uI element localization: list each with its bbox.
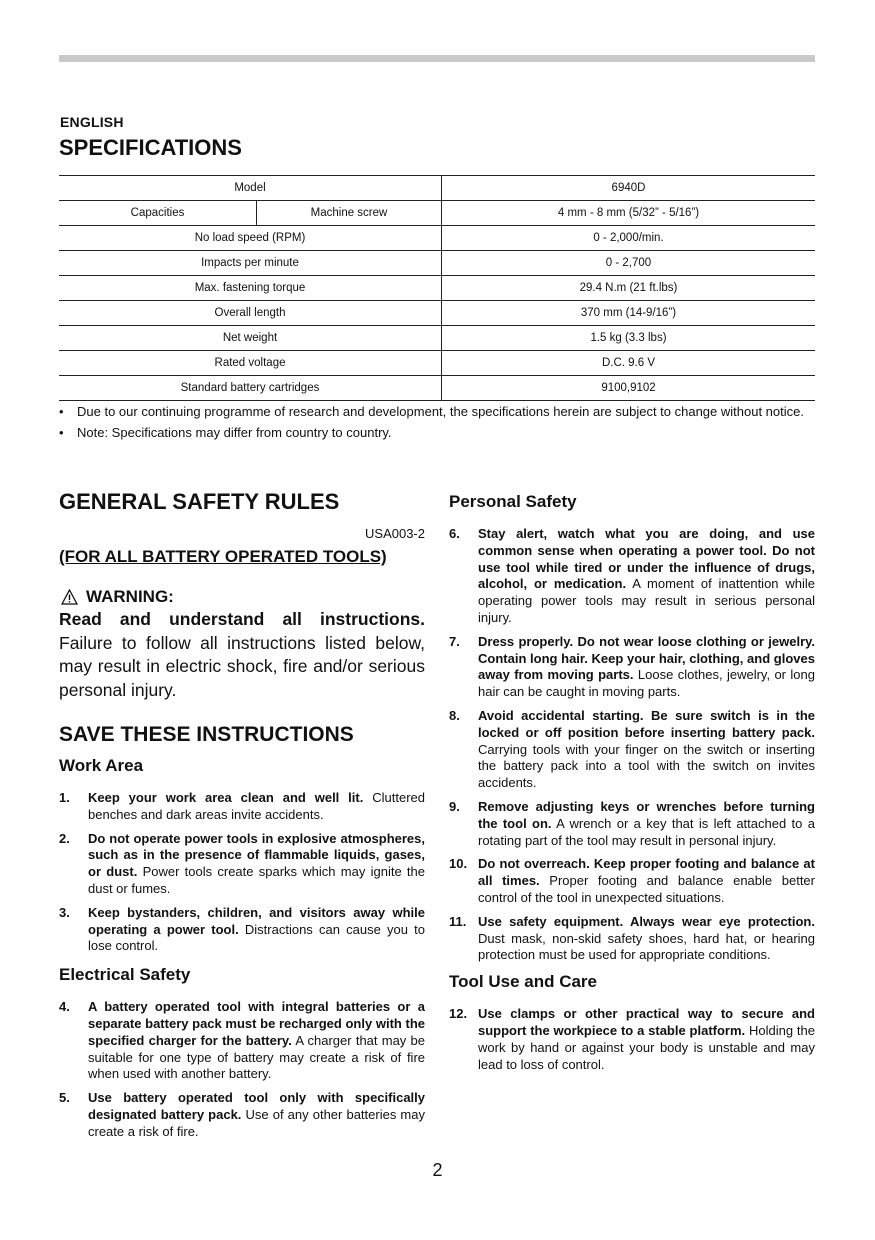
page-number: 2	[432, 1160, 443, 1180]
list-item	[449, 799, 815, 849]
rule-bold: Keep bystanders, children, and visitors away while operating a power tool.	[88, 904, 425, 937]
spec-value: 29.4 N.m (21 ft.lbs)	[442, 276, 816, 301]
rule-text: Power tools create sparks which may ignite the dust or fumes.	[88, 864, 425, 896]
table-row	[59, 301, 815, 326]
rule-number: 8.	[449, 707, 460, 723]
rule-number: 1.	[59, 790, 70, 805]
rule-bold: Dress properly. Do not wear loose clothing or jewelry. Contain long hair. Keep your hair, clothing, and gloves away from moving parts.	[478, 633, 815, 683]
bullet-icon: •	[59, 425, 64, 440]
rule-bold: Remove adjusting keys or wrenches before turning the tool on.	[478, 798, 815, 831]
list-item	[449, 708, 815, 792]
table-row	[59, 326, 815, 351]
list-item	[59, 905, 425, 955]
language-label: ENGLISH	[60, 114, 124, 130]
spec-value: 4 mm - 8 mm (5/32” - 5/16”)	[442, 201, 816, 226]
rule-number: 7.	[449, 633, 460, 649]
table-row	[59, 251, 815, 276]
warning-icon	[61, 589, 78, 605]
list-item	[59, 424, 815, 441]
warning-intro	[59, 608, 425, 702]
safety-rules-title: GENERAL SAFETY RULES	[59, 489, 340, 514]
section-electrical-safety: Electrical Safety	[59, 965, 191, 985]
rule-text: Loose clothes, jewelry, or long hair can be caught in moving parts.	[478, 667, 815, 700]
table-row	[59, 201, 815, 226]
rule-text: A charger that may be suitable for one type of battery may create a risk of fire when used with another battery.	[88, 1032, 425, 1082]
right-column	[449, 491, 815, 1080]
section-personal-safety: Personal Safety	[449, 492, 577, 511]
rule-bold: Use clamps or other practical way to secure and support the workpiece to a stable platform.	[478, 1006, 815, 1038]
rule-number: 3.	[59, 904, 70, 920]
list-item	[59, 999, 425, 1083]
note-text: Note: Specifications may differ from country to country.	[77, 425, 392, 440]
note-text: Due to our continuing programme of research and development, the specifications herein are subject to change without notice.	[77, 404, 804, 419]
spec-label: Model	[59, 176, 442, 201]
spec-sublabel: Machine screw	[257, 201, 442, 226]
spec-label: Capacities	[59, 201, 257, 226]
spec-value: 9100,9102	[442, 376, 816, 401]
rule-number: 2.	[59, 830, 70, 846]
rule-text: Cluttered benches and dark areas invite accidents.	[88, 790, 425, 822]
rule-bold: Stay alert, watch what you are doing, and use common sense when operating a power tool. Do not use tool while tired or under the influence of drugs, alcohol, or medication.	[478, 526, 815, 592]
rule-bold: Do not overreach. Keep proper footing and balance at all times.	[478, 856, 815, 889]
list-item	[449, 914, 815, 964]
spec-notes	[59, 403, 815, 445]
rule-text: Use of any other batteries may create a risk of fire.	[88, 1106, 425, 1139]
table-row	[59, 276, 815, 301]
table-row	[59, 226, 815, 251]
intro-bold: Read and understand all instructions.	[59, 609, 425, 629]
bullet-icon: •	[59, 404, 64, 419]
rule-number: 4.	[59, 999, 70, 1015]
rule-bold: Do not operate power tools in explosive atmospheres, such as in the presence of flammable liquids, gases, or dust.	[88, 830, 425, 880]
rule-text: A wrench or a key that is left attached to a rotating part of the tool may result in personal injury.	[478, 815, 815, 848]
list-item	[449, 856, 815, 906]
rule-text: Proper footing and balance enable better control of the tool in unexpected situations.	[478, 873, 815, 905]
rule-text: Distractions can cause you to lose control.	[88, 921, 425, 954]
specifications-table	[59, 175, 815, 401]
rule-number: 6.	[449, 526, 460, 541]
warning-heading	[59, 586, 425, 608]
rule-bold: Avoid accidental starting. Be sure switch is in the locked or off position before inserting battery pack.	[478, 707, 815, 740]
document-code: USA003-2	[365, 526, 425, 541]
intro-text: Failure to follow all instructions listed below, may result in electric shock, fire and/or serious personal injury.	[59, 632, 425, 700]
rule-number: 5.	[59, 1090, 70, 1106]
list-item	[59, 403, 815, 420]
left-column	[59, 487, 425, 1148]
safety-subtitle: (FOR ALL BATTERY OPERATED TOOLS)	[59, 547, 387, 566]
spec-label: No load speed (RPM)	[59, 226, 442, 251]
spec-value: D.C. 9.6 V	[442, 351, 816, 376]
rule-number: 11.	[449, 913, 467, 929]
section-work-area: Work Area	[59, 756, 144, 775]
table-row	[59, 351, 815, 376]
rule-text: A moment of inattention while operating power tools may result in serious personal injury.	[478, 576, 816, 625]
list-item	[59, 831, 425, 898]
rule-number: 10.	[449, 856, 468, 872]
list-item	[449, 634, 815, 701]
table-row	[59, 376, 815, 401]
spec-label: Overall length	[59, 301, 442, 326]
rule-text: Dust mask, non-skid safety shoes, hard hat, or hearing protection must be used for appropriate conditions.	[478, 930, 815, 963]
specifications-title: SPECIFICATIONS	[59, 135, 242, 160]
section-tool-use: Tool Use and Care	[449, 972, 597, 992]
rule-number: 9.	[449, 798, 460, 814]
rule-number: 12.	[449, 1006, 468, 1022]
table-row	[59, 176, 815, 201]
spec-label: Net weight	[59, 326, 442, 351]
spec-label: Rated voltage	[59, 351, 442, 376]
spec-value: 0 - 2,700	[442, 251, 816, 276]
spec-value: 1.5 kg (3.3 lbs)	[442, 326, 816, 351]
spec-label: Impacts per minute	[59, 251, 442, 276]
rule-text: Holding the work by hand or against your body is unstable and may lead to loss of control.	[478, 1022, 815, 1072]
rule-bold: A battery operated tool with integral batteries or a separate battery pack must be recharged only with the specified charger for the battery.	[88, 999, 425, 1048]
list-item	[449, 1006, 815, 1073]
list-item	[449, 526, 815, 627]
spec-value: 6940D	[442, 176, 816, 201]
rule-text: Carrying tools with your finger on the switch or inserting the battery pack into a tool with the switch on invites accidents.	[478, 741, 815, 791]
rule-bold: Use safety equipment. Always wear eye protection.	[478, 913, 815, 929]
list-item	[59, 1090, 425, 1140]
spec-label: Max. fastening torque	[59, 276, 442, 301]
rule-bold: Use battery operated tool only with specifically designated battery pack.	[88, 1090, 425, 1122]
spec-label: Standard battery cartridges	[59, 376, 442, 401]
rule-bold: Keep your work area clean and well lit.	[88, 790, 364, 805]
save-instructions-title: SAVE THESE INSTRUCTIONS	[59, 723, 354, 746]
list-item	[59, 790, 425, 824]
header-rule	[59, 55, 815, 62]
spec-value: 370 mm (14-9/16”)	[442, 301, 816, 326]
spec-value: 0 - 2,000/min.	[442, 226, 816, 251]
warning-label: WARNING:	[86, 587, 174, 606]
